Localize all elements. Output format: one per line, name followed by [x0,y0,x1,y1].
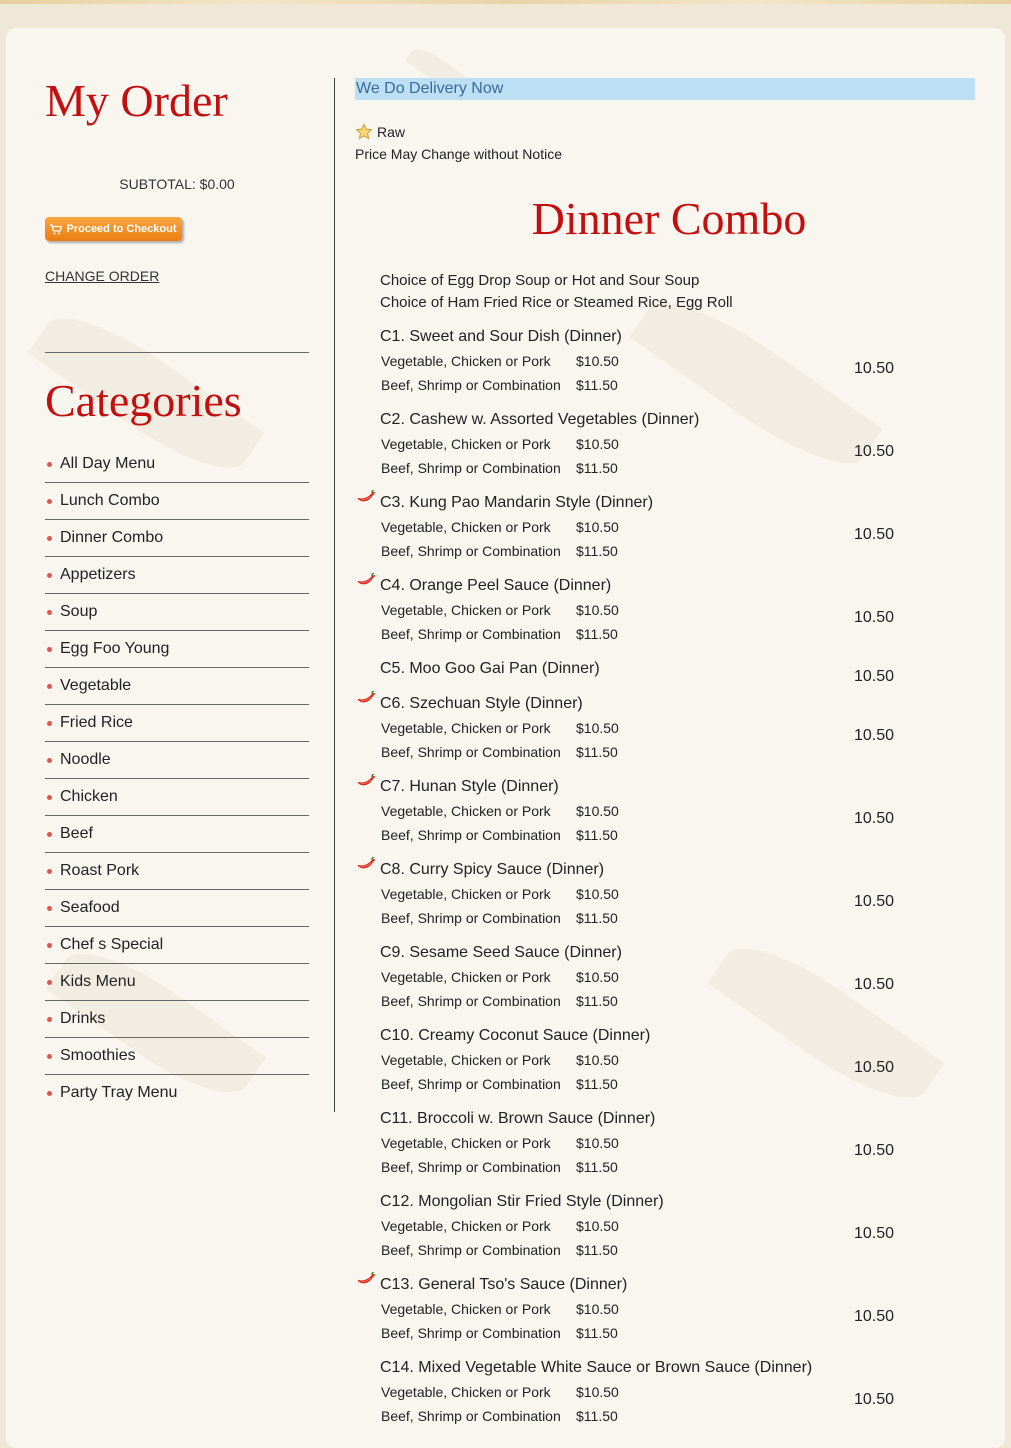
option-price: $11.50 [576,1159,618,1175]
option-label: Beef, Shrimp or Combination [381,1242,561,1258]
option-price: $10.50 [576,436,619,452]
option-price: $11.50 [576,827,618,843]
option-price: $10.50 [576,720,619,736]
top-decoration-strip [0,0,1011,4]
option-label: Beef, Shrimp or Combination [381,827,561,843]
checkout-label: Proceed to Checkout [66,223,177,235]
menu-item-price: 10.50 [853,526,894,543]
chili-pepper-icon [356,490,376,504]
menu-item-name: C9. Sesame Seed Sauce (Dinner) [380,944,622,961]
menu-item-name: C1. Sweet and Sour Dish (Dinner) [380,328,622,345]
category-label: Seafood [60,899,120,916]
menu-item[interactable] [355,858,975,930]
category-item[interactable] [45,1075,309,1111]
option-price: $10.50 [576,1135,619,1151]
option-price: $10.50 [576,519,619,535]
bullet-icon [47,906,52,911]
option-price: $11.50 [576,1408,618,1424]
menu-item-name: C12. Mongolian Stir Fried Style (Dinner) [380,1193,664,1210]
menu-item-name: C6. Szechuan Style (Dinner) [380,695,583,712]
option-price: $11.50 [576,1242,618,1258]
chili-pepper-icon [356,1272,376,1286]
option-price: $10.50 [576,353,619,369]
option-label: Beef, Shrimp or Combination [381,993,561,1009]
option-label: Vegetable, Chicken or Pork [381,436,551,452]
menu-item-name: C10. Creamy Coconut Sauce (Dinner) [380,1027,651,1044]
bullet-icon [47,869,52,874]
option-label: Beef, Shrimp or Combination [381,543,561,559]
bullet-icon [47,499,52,504]
menu-item[interactable] [355,692,975,764]
option-price: $11.50 [576,744,618,760]
option-price: $11.50 [576,993,618,1009]
category-label: Drinks [60,1010,106,1027]
bullet-icon [47,1017,52,1022]
option-price: $10.50 [576,1052,619,1068]
menu-item-price: 10.50 [853,976,894,993]
change-order-link[interactable]: CHANGE ORDER [45,268,160,284]
option-label: Beef, Shrimp or Combination [381,377,561,393]
menu-item[interactable] [355,491,975,563]
option-label: Vegetable, Chicken or Pork [381,1384,551,1400]
price-notice: Price May Change without Notice [355,146,562,162]
option-price: $10.50 [576,602,619,618]
menu-item-price: 10.50 [853,1059,894,1076]
bullet-icon [47,647,52,652]
menu-item[interactable] [355,1356,975,1428]
chili-pepper-icon [356,774,376,788]
option-label: Vegetable, Chicken or Pork [381,353,551,369]
menu-item[interactable] [355,657,975,685]
bullet-icon [47,758,52,763]
category-label: Egg Foo Young [60,640,170,657]
menu-item-name: C8. Curry Spicy Sauce (Dinner) [380,861,605,878]
option-label: Vegetable, Chicken or Pork [381,519,551,535]
category-item[interactable] [45,668,309,705]
category-label: Party Tray Menu [60,1084,178,1101]
chili-pepper-icon [356,857,376,871]
menu-item-price: 10.50 [853,1391,894,1408]
main-panel [6,28,1005,1448]
bullet-icon [47,1054,52,1059]
category-label: Roast Pork [60,862,140,879]
category-item[interactable] [45,557,309,594]
menu-item[interactable] [355,1273,975,1345]
category-item[interactable] [45,890,309,927]
category-label: Chef s Special [60,936,164,953]
menu-item-price: 10.50 [853,1142,894,1159]
category-item[interactable] [45,594,309,631]
legend-raw-label: Raw [377,124,406,140]
category-label: Lunch Combo [60,492,160,509]
menu-item-name: C2. Cashew w. Assorted Vegetables (Dinner) [380,411,700,428]
menu-item-name: C14. Mixed Vegetable White Sauce or Brown Sauce (Dinner) [380,1359,813,1376]
option-label: Vegetable, Chicken or Pork [381,1052,551,1068]
category-label: Smoothies [60,1047,136,1064]
option-price: $10.50 [576,1301,619,1317]
option-price: $11.50 [576,377,618,393]
menu-item-name: C13. General Tso's Sauce (Dinner) [380,1276,628,1293]
option-label: Vegetable, Chicken or Pork [381,886,551,902]
menu-item-price: 10.50 [853,893,894,910]
proceed-to-checkout-button[interactable] [45,217,182,241]
option-price: $11.50 [576,543,618,559]
menu-item-price: 10.50 [853,360,894,377]
option-label: Vegetable, Chicken or Pork [381,1301,551,1317]
category-label: Beef [60,825,93,842]
section-title: Dinner Combo [531,193,807,244]
option-label: Beef, Shrimp or Combination [381,1159,561,1175]
my-order-title: My Order [45,75,228,126]
order-sidebar [45,75,309,1101]
bullet-icon [47,536,52,541]
menu-item[interactable] [355,574,975,646]
chili-pepper-icon [356,573,376,587]
bullet-icon [47,795,52,800]
category-item[interactable] [45,446,309,483]
menu-item-price: 10.50 [853,443,894,460]
star-icon [355,123,373,141]
menu-item[interactable] [355,408,975,480]
category-label: All Day Menu [60,455,156,472]
bullet-icon [47,943,52,948]
column-divider [334,78,335,1112]
legend-raw [355,123,975,141]
menu-item-price: 10.50 [853,609,894,626]
menu-item-price: 10.50 [853,1308,894,1325]
category-item[interactable] [45,631,309,668]
option-label: Vegetable, Chicken or Pork [381,969,551,985]
divider [45,352,309,353]
category-item[interactable] [45,705,309,742]
category-item[interactable] [45,779,309,816]
menu-item[interactable] [355,1024,975,1096]
category-item[interactable] [45,742,309,779]
menu-item-name: C7. Hunan Style (Dinner) [380,778,559,795]
menu-content [355,78,975,1428]
category-item[interactable] [45,1038,309,1075]
bullet-icon [47,684,52,689]
category-label: Vegetable [60,677,132,694]
category-item[interactable] [45,964,309,1001]
section-description [355,270,975,314]
category-label: Appetizers [60,566,136,583]
option-price: $10.50 [576,969,619,985]
option-price: $10.50 [576,1384,619,1400]
chili-pepper-icon [356,691,376,705]
option-label: Beef, Shrimp or Combination [381,1325,561,1341]
option-price: $11.50 [576,1325,618,1341]
menu-item[interactable] [355,1190,975,1262]
description-line-1: Choice of Egg Drop Soup or Hot and Sour Soup [380,272,700,289]
bullet-icon [47,1091,52,1096]
menu-item-name: C5. Moo Goo Gai Pan (Dinner) [380,660,600,677]
option-label: Beef, Shrimp or Combination [381,460,561,476]
menu-item-price: 10.50 [853,1225,894,1242]
option-price: $10.50 [576,803,619,819]
option-label: Beef, Shrimp or Combination [381,1076,561,1092]
option-price: $10.50 [576,886,619,902]
categories-title: Categories [45,375,242,426]
option-label: Vegetable, Chicken or Pork [381,1218,551,1234]
category-label: Dinner Combo [60,529,164,546]
category-item[interactable] [45,816,309,853]
option-price: $11.50 [576,626,618,642]
delivery-banner: We Do Delivery Now [355,78,975,100]
description-line-2: Choice of Ham Fried Rice or Steamed Rice, Egg Roll [380,294,733,311]
bullet-icon [47,462,52,467]
option-label: Beef, Shrimp or Combination [381,1408,561,1424]
category-label: Noodle [60,751,111,768]
cart-icon [50,224,62,234]
category-item[interactable] [45,520,309,557]
menu-item[interactable] [355,775,975,847]
option-label: Vegetable, Chicken or Pork [381,1135,551,1151]
option-price: $11.50 [576,910,618,926]
menu-item-price: 10.50 [853,668,894,685]
option-label: Beef, Shrimp or Combination [381,626,561,642]
option-label: Beef, Shrimp or Combination [381,744,561,760]
menu-item[interactable] [355,941,975,1013]
option-label: Vegetable, Chicken or Pork [381,602,551,618]
option-price: $10.50 [576,1218,619,1234]
menu-item-name: C11. Broccoli w. Brown Sauce (Dinner) [380,1110,656,1127]
menu-item-name: C3. Kung Pao Mandarin Style (Dinner) [380,494,654,511]
menu-item[interactable] [355,325,975,397]
category-label: Kids Menu [60,973,136,990]
bullet-icon [47,610,52,615]
category-item[interactable] [45,1001,309,1038]
menu-item-price: 10.50 [853,727,894,744]
category-list [45,446,309,1111]
menu-item-price: 10.50 [853,810,894,827]
menu-item[interactable] [355,1107,975,1179]
option-label: Vegetable, Chicken or Pork [381,720,551,736]
bullet-icon [47,721,52,726]
category-item[interactable] [45,927,309,964]
menu-item-list [355,325,975,1428]
option-price: $11.50 [576,460,618,476]
category-label: Fried Rice [60,714,133,731]
bullet-icon [47,573,52,578]
subtotal: SUBTOTAL: $0.00 [119,176,235,192]
menu-item-name: C4. Orange Peel Sauce (Dinner) [380,577,612,594]
option-label: Beef, Shrimp or Combination [381,910,561,926]
option-price: $11.50 [576,1076,618,1092]
category-label: Chicken [60,788,118,805]
bullet-icon [47,832,52,837]
category-item[interactable] [45,853,309,890]
bullet-icon [47,980,52,985]
option-label: Vegetable, Chicken or Pork [381,803,551,819]
category-label: Soup [60,603,98,620]
category-item[interactable] [45,483,309,520]
